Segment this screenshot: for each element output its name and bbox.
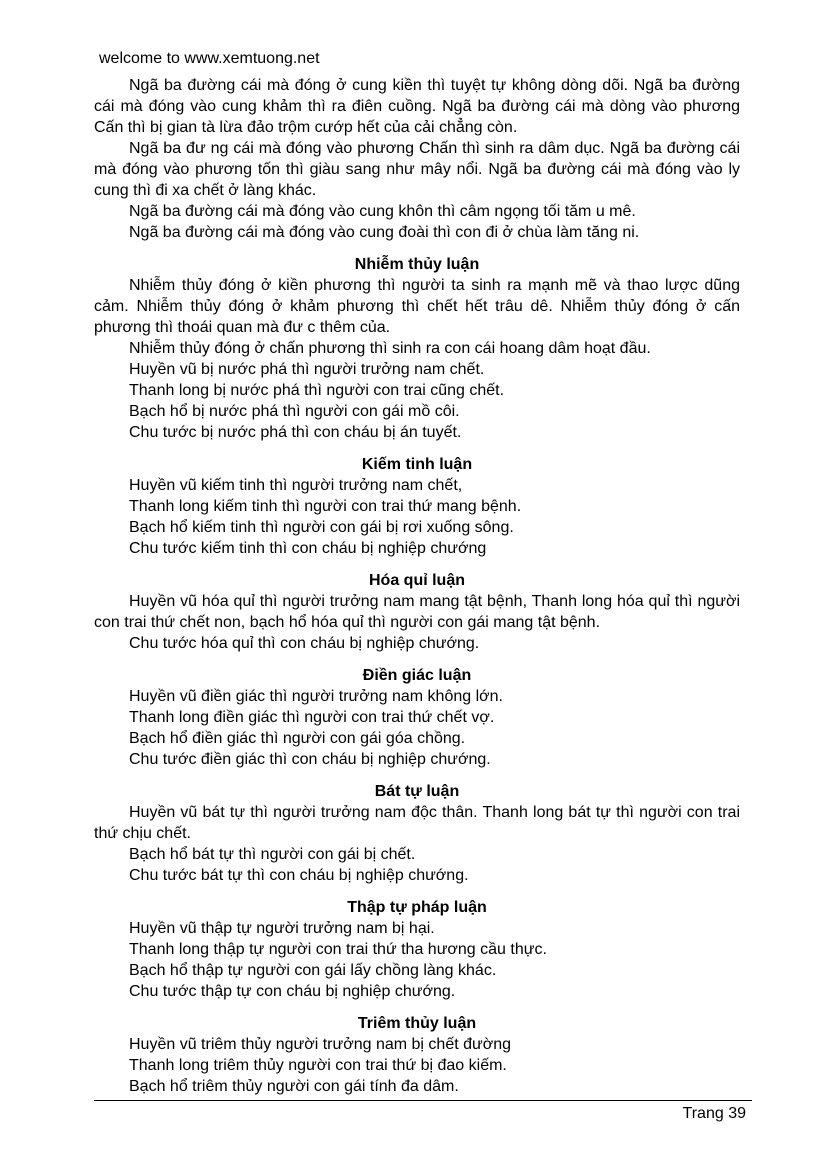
- paragraph: Bạch hổ triêm thủy người con gái tính đa dâm.: [129, 1078, 459, 1095]
- section-heading: Nhiễm thủy luận: [354, 256, 480, 273]
- paragraph: Huyền vũ bị nước phá thì người trưởng nam chết.: [129, 361, 485, 378]
- paragraph: Nhiễm thủy đóng ở chấn phương thì sinh ra con cái hoang dâm hoạt đầu.: [129, 340, 651, 357]
- section-heading: Bát tự luận: [374, 783, 460, 800]
- paragraph: Thanh long bị nước phá thì người con trai cũng chết.: [129, 382, 505, 399]
- paragraph: Chu tước thập tự con cháu bị nghiệp chướng.: [129, 983, 456, 1000]
- paragraph: Huyền vũ hóa quỉ thì người trưởng nam mang tật bệnh, Thanh long hóa quỉ thì người con trai thứ chết non, bạch hổ hóa quỉ thì người con gái mang tật bệnh.: [94, 593, 740, 631]
- paragraph: Huyền vũ kiếm tinh thì người trưởng nam chết,: [129, 477, 463, 494]
- document-section: [94, 665, 740, 770]
- paragraph: Bạch hổ kiếm tinh thì người con gái bị rơi xuống sông.: [129, 519, 514, 536]
- paragraph: Ngã ba đường cái mà đóng vào cung đoài thì con đi ở chùa làm tăng ni.: [129, 224, 640, 241]
- paragraph: Bạch hổ điền giác thì người con gái góa chồng.: [129, 730, 466, 747]
- paragraph: Thanh long thập tự người con trai thứ tha hương cầu thực.: [129, 941, 547, 958]
- page-number: Trang 39: [682, 1105, 746, 1122]
- paragraph: Bạch hổ bát tự thì người con gái bị chết.: [129, 846, 416, 863]
- document-body: [94, 75, 740, 1097]
- document-section: [94, 254, 740, 443]
- paragraph: Ngã ba đường cái mà đóng vào cung khôn thì câm ngọng tối tăm u mê.: [129, 203, 636, 220]
- paragraph: Huyền vũ điền giác thì người trưởng nam không lớn.: [129, 688, 503, 705]
- paragraph: Chu tước điền giác thì con cháu bị nghiệp chướng.: [129, 751, 491, 768]
- section-heading: Kiếm tinh luận: [361, 456, 473, 473]
- document-section: [94, 75, 740, 243]
- paragraph: Thanh long triêm thủy người con trai thứ bị đao kiếm.: [129, 1057, 507, 1074]
- document-section: [94, 897, 740, 1002]
- footer-divider: [94, 1100, 752, 1101]
- paragraph: Chu tước kiếm tinh thì con cháu bị nghiệp chướng: [129, 540, 487, 557]
- paragraph: Chu tước bát tự thì con cháu bị nghiệp chướng.: [129, 867, 469, 884]
- paragraph: Chu tước hóa quỉ thì con cháu bị nghiệp chướng.: [129, 635, 480, 652]
- paragraph: Thanh long điền giác thì người con trai thứ chết vợ.: [129, 709, 495, 726]
- paragraph: Ngã ba đư ng cái mà đóng vào phương Chấn thì sinh ra dâm dục. Ngã ba đường cái mà đóng vào phương tốn thì giàu sang như mây nổi. Ngã ba đường cái mà đóng vào ly cung thì đi xa chết ở làng khác.: [94, 140, 740, 199]
- document-section: [94, 1013, 740, 1097]
- paragraph: Huyền vũ triêm thủy người trưởng nam bị chết đường: [129, 1036, 511, 1053]
- section-heading: Thập tự pháp luận: [347, 899, 487, 916]
- section-heading: Triêm thủy luận: [357, 1015, 477, 1032]
- document-section: [94, 570, 740, 654]
- paragraph: Ngã ba đường cái mà đóng ở cung kiền thì tuyệt tự không dòng dõi. Ngã ba đường cái mà đóng vào cung khảm thì ra điên cuồng. Ngã ba đường cái mà dòng vào phương Cấn thì bị gian tà lừa đảo trộm cướp hết của cải chẳng còn.: [94, 77, 740, 136]
- section-heading: Điền giác luận: [362, 667, 472, 684]
- paragraph: Thanh long kiếm tinh thì người con trai thứ mang bệnh.: [129, 498, 522, 515]
- paragraph: Bạch hổ bị nước phá thì người con gái mồ côi.: [129, 403, 460, 420]
- paragraph: Huyền vũ bát tự thì người trưởng nam độc thân. Thanh long bát tự thì người con trai thứ chịu chết.: [94, 804, 740, 842]
- section-heading: Hóa quỉ luận: [369, 572, 465, 589]
- paragraph: Huyền vũ thập tự người trưởng nam bị hại.: [129, 920, 435, 937]
- site-welcome-text: welcome to www.xemtuong.net: [99, 50, 320, 67]
- paragraph: Chu tước bị nước phá thì con cháu bị án tuyết.: [129, 424, 462, 441]
- document-section: [94, 454, 740, 559]
- paragraph: Nhiễm thủy đóng ở kiền phương thì người ta sinh ra mạnh mẽ và thao lược dũng cảm. Nhiễm thủy đóng ở khảm phương thì chết hết trâu dê. Nhiễm thủy đóng ở cấn phương thì thoái quan mà đư c thêm của.: [94, 277, 740, 336]
- document-section: [94, 781, 740, 886]
- paragraph: Bạch hổ thập tự người con gái lấy chồng làng khác.: [129, 962, 497, 979]
